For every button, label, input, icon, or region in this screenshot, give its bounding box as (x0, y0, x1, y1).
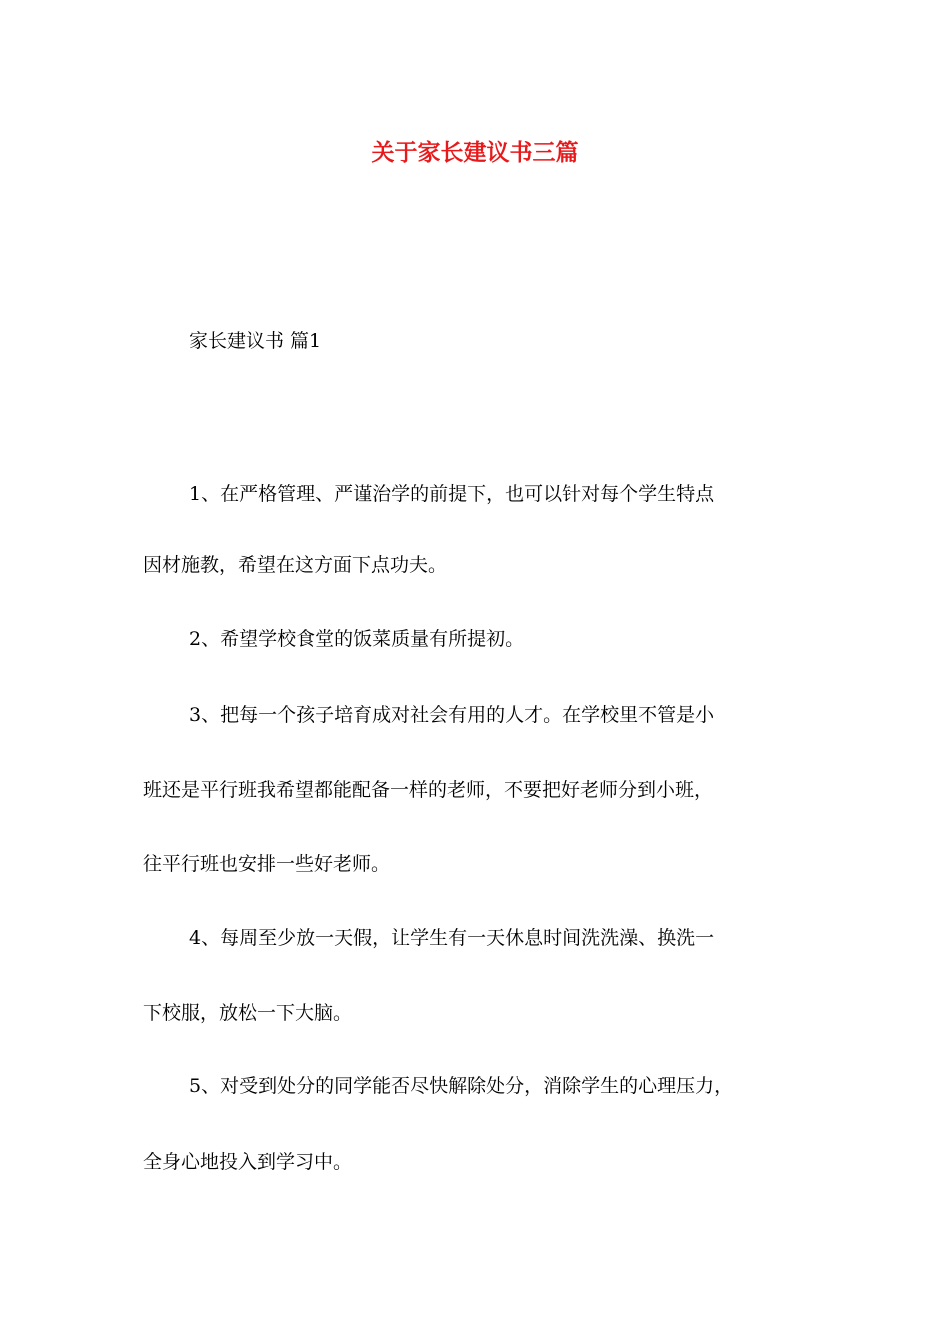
paragraph-line: 4、每周至少放一天假，让学生有一天休息时间洗洗澡、换洗一 (189, 927, 715, 949)
section-heading: 家长建议书 篇1 (189, 330, 322, 352)
paragraph-line: 2、希望学校食堂的饭菜质量有所提初。 (189, 628, 525, 650)
paragraph-line: 3、把每一个孩子培育成对社会有用的人才。在学校里不管是小 (189, 704, 715, 726)
paragraph-line: 5、对受到处分的同学能否尽快解除处分，消除学生的心理压力， (189, 1075, 734, 1097)
paragraph-line: 往平行班也安排一些好老师。 (143, 853, 391, 875)
document-title: 关于家长建议书三篇 (371, 139, 579, 166)
paragraph-line: 全身心地投入到学习中。 (143, 1151, 353, 1173)
paragraph-line: 下校服，放松一下大脑。 (143, 1002, 353, 1024)
paragraph-line: 班还是平行班我希望都能配备一样的老师，不要把好老师分到小班， (143, 779, 714, 801)
paragraph-line: 1、在严格管理、严谨治学的前提下，也可以针对每个学生特点 (189, 483, 715, 505)
paragraph-line: 因材施教，希望在这方面下点功夫。 (143, 554, 448, 576)
